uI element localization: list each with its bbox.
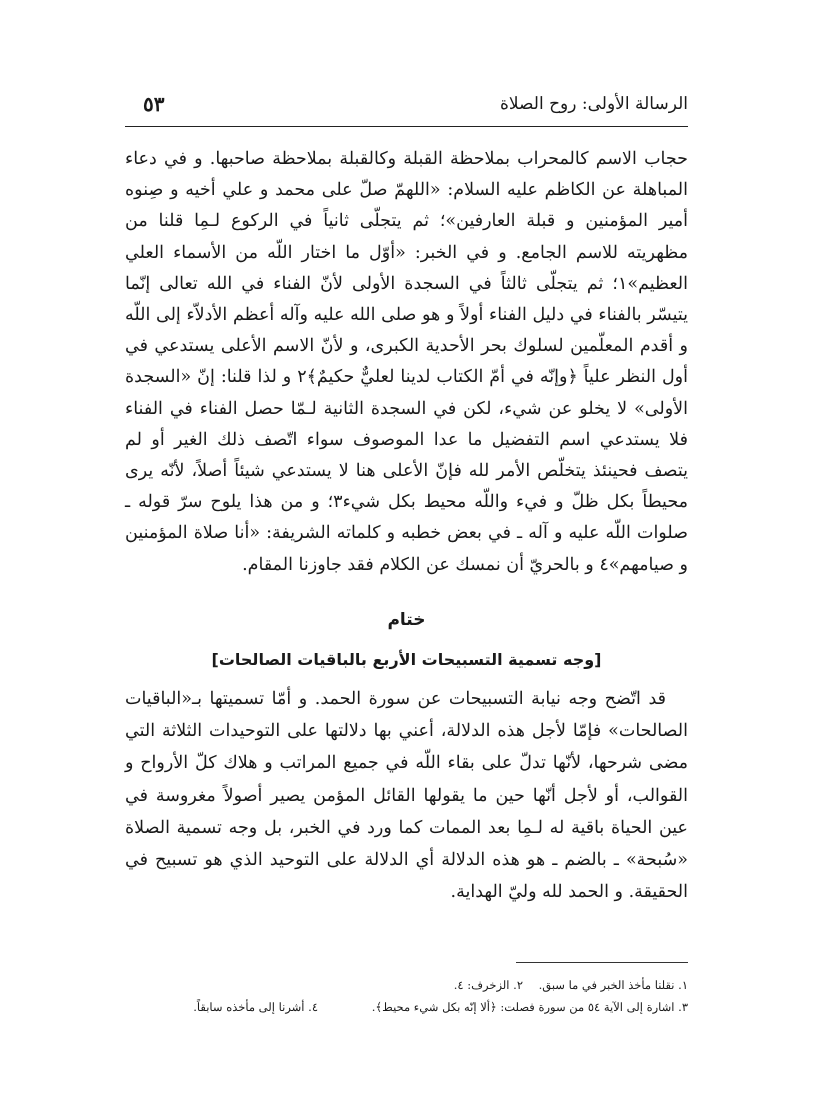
page-header	[125, 92, 688, 127]
footnote-2: ٢. الزخرف: ٤.	[453, 978, 523, 992]
page-number: ٥٣	[143, 92, 165, 116]
main-text	[125, 144, 688, 581]
section-subtitle: [وجه تسمية التسبيحات الأربع بالباقيات الصالحات]	[211, 650, 602, 669]
footnotes	[125, 974, 688, 1018]
footnote-row-2	[125, 996, 688, 1018]
section-paragraph: قد اتّضح وجه نيابة التسبيحات عن سورة الحمد. و أمّا تسميتها بـ«الباقيات الصالحات» فإمّا لأجل هذه الدلالة، أعني بها دلالتها على التوحيدات الثلاثة التي مضى شرحها، لأنّها تدلّ على بقاء اللّه في جميع المراتب و هلاك كلّ الأرواح و القوالب، أو لأجل أنّها حين ما يقولها القائل المؤمن يصير أصولاً مغروسة في عين الحياة باقية له لـمِا بعد الممات كما ورد في الخبر، بل وجه تسمية الصلاة «سُبحة» ـ بالضم ـ هو هذه الدلالة أي الدلالة على التوحيد الذي هو تسبيح في الحقيقة. و الحمد لله وليّ الهداية.	[125, 689, 688, 903]
paragraph-1: حجاب الاسم كالمحراب بملاحظة القبلة وكالقبلة بملاحظة صاحبها. و في دعاء المباهلة عن الكاظم عليه السلام: «اللهمّ صلّ على محمد و علي أخيه و صِنوه أمير المؤمنين و قبلة العارفين»؛ ثم يتجلّى ثانياً في الركوع لـمِا قلنا من مظهريته للاسم الجامع. و في الخبر: «أوّل ما اختار اللّه من الأسماء العلي العظيم»١؛ ثم يتجلّى ثالثاً في السجدة الأولى لأنّ الفناء في الله تعالى إنّما يتيسّر بالفناء في دليل الفناء أولاً و هو صلى الله عليه وآله أعظم الأدلاّء إلى اللّه و أقدم المعلّمين لسلوك بحر الأحدية الكبرى، و لأنّ الاسم الأعلى يستدعي في أول النظر علياً ﴿وإنّه في أمّ الكتاب لدينا لعليٌّ حكيمٌ﴾٢ و لذا قلنا: إنّ «السجدة الأولى» لا يخلو عن شيء، لكن في السجدة الثانية لـمّا حصل الفناء في الفناء فلا يستدعي اسم التفضيل ما عدا الموصوف سواء اتّصف ذلك الغير أو لم يتصف فحينئذ يتخلّص الأمر لله فإنّ الأعلى هنا لا يستدعي شيئاً أصلاً، لأنّه يرى محيطاً بكل ظلّ و فيء واللّه محيط بكل شيء٣؛ و من هذا يلوح سرّ قوله ـ صلوات اللّه عليه و آله ـ في بعض خطبه و كلماته الشريفة: «أنا صلاة المؤمنين و صيامهم»٤ و بالحريّ أن نمسك عن الكلام فقد جاوزنا المقام.	[125, 149, 688, 575]
footnote-4: ٤. أشرنا إلى مأخذه سابقاً.	[193, 1000, 318, 1014]
section-title: ختام	[387, 610, 426, 630]
running-title: الرسالة الأولى: روح الصلاة	[499, 94, 688, 114]
footnote-3: ٣. اشارة إلى الآية ٥٤ من سورة فصلت: ﴿ألا إنّه بكل شيء محيط﴾.	[371, 1000, 688, 1014]
footnote-1: ١. نقلنا مأخذ الخبر في ما سبق.	[538, 978, 688, 992]
footnote-row-1	[125, 974, 688, 996]
footnote-divider	[516, 962, 688, 963]
section-text	[125, 683, 688, 908]
